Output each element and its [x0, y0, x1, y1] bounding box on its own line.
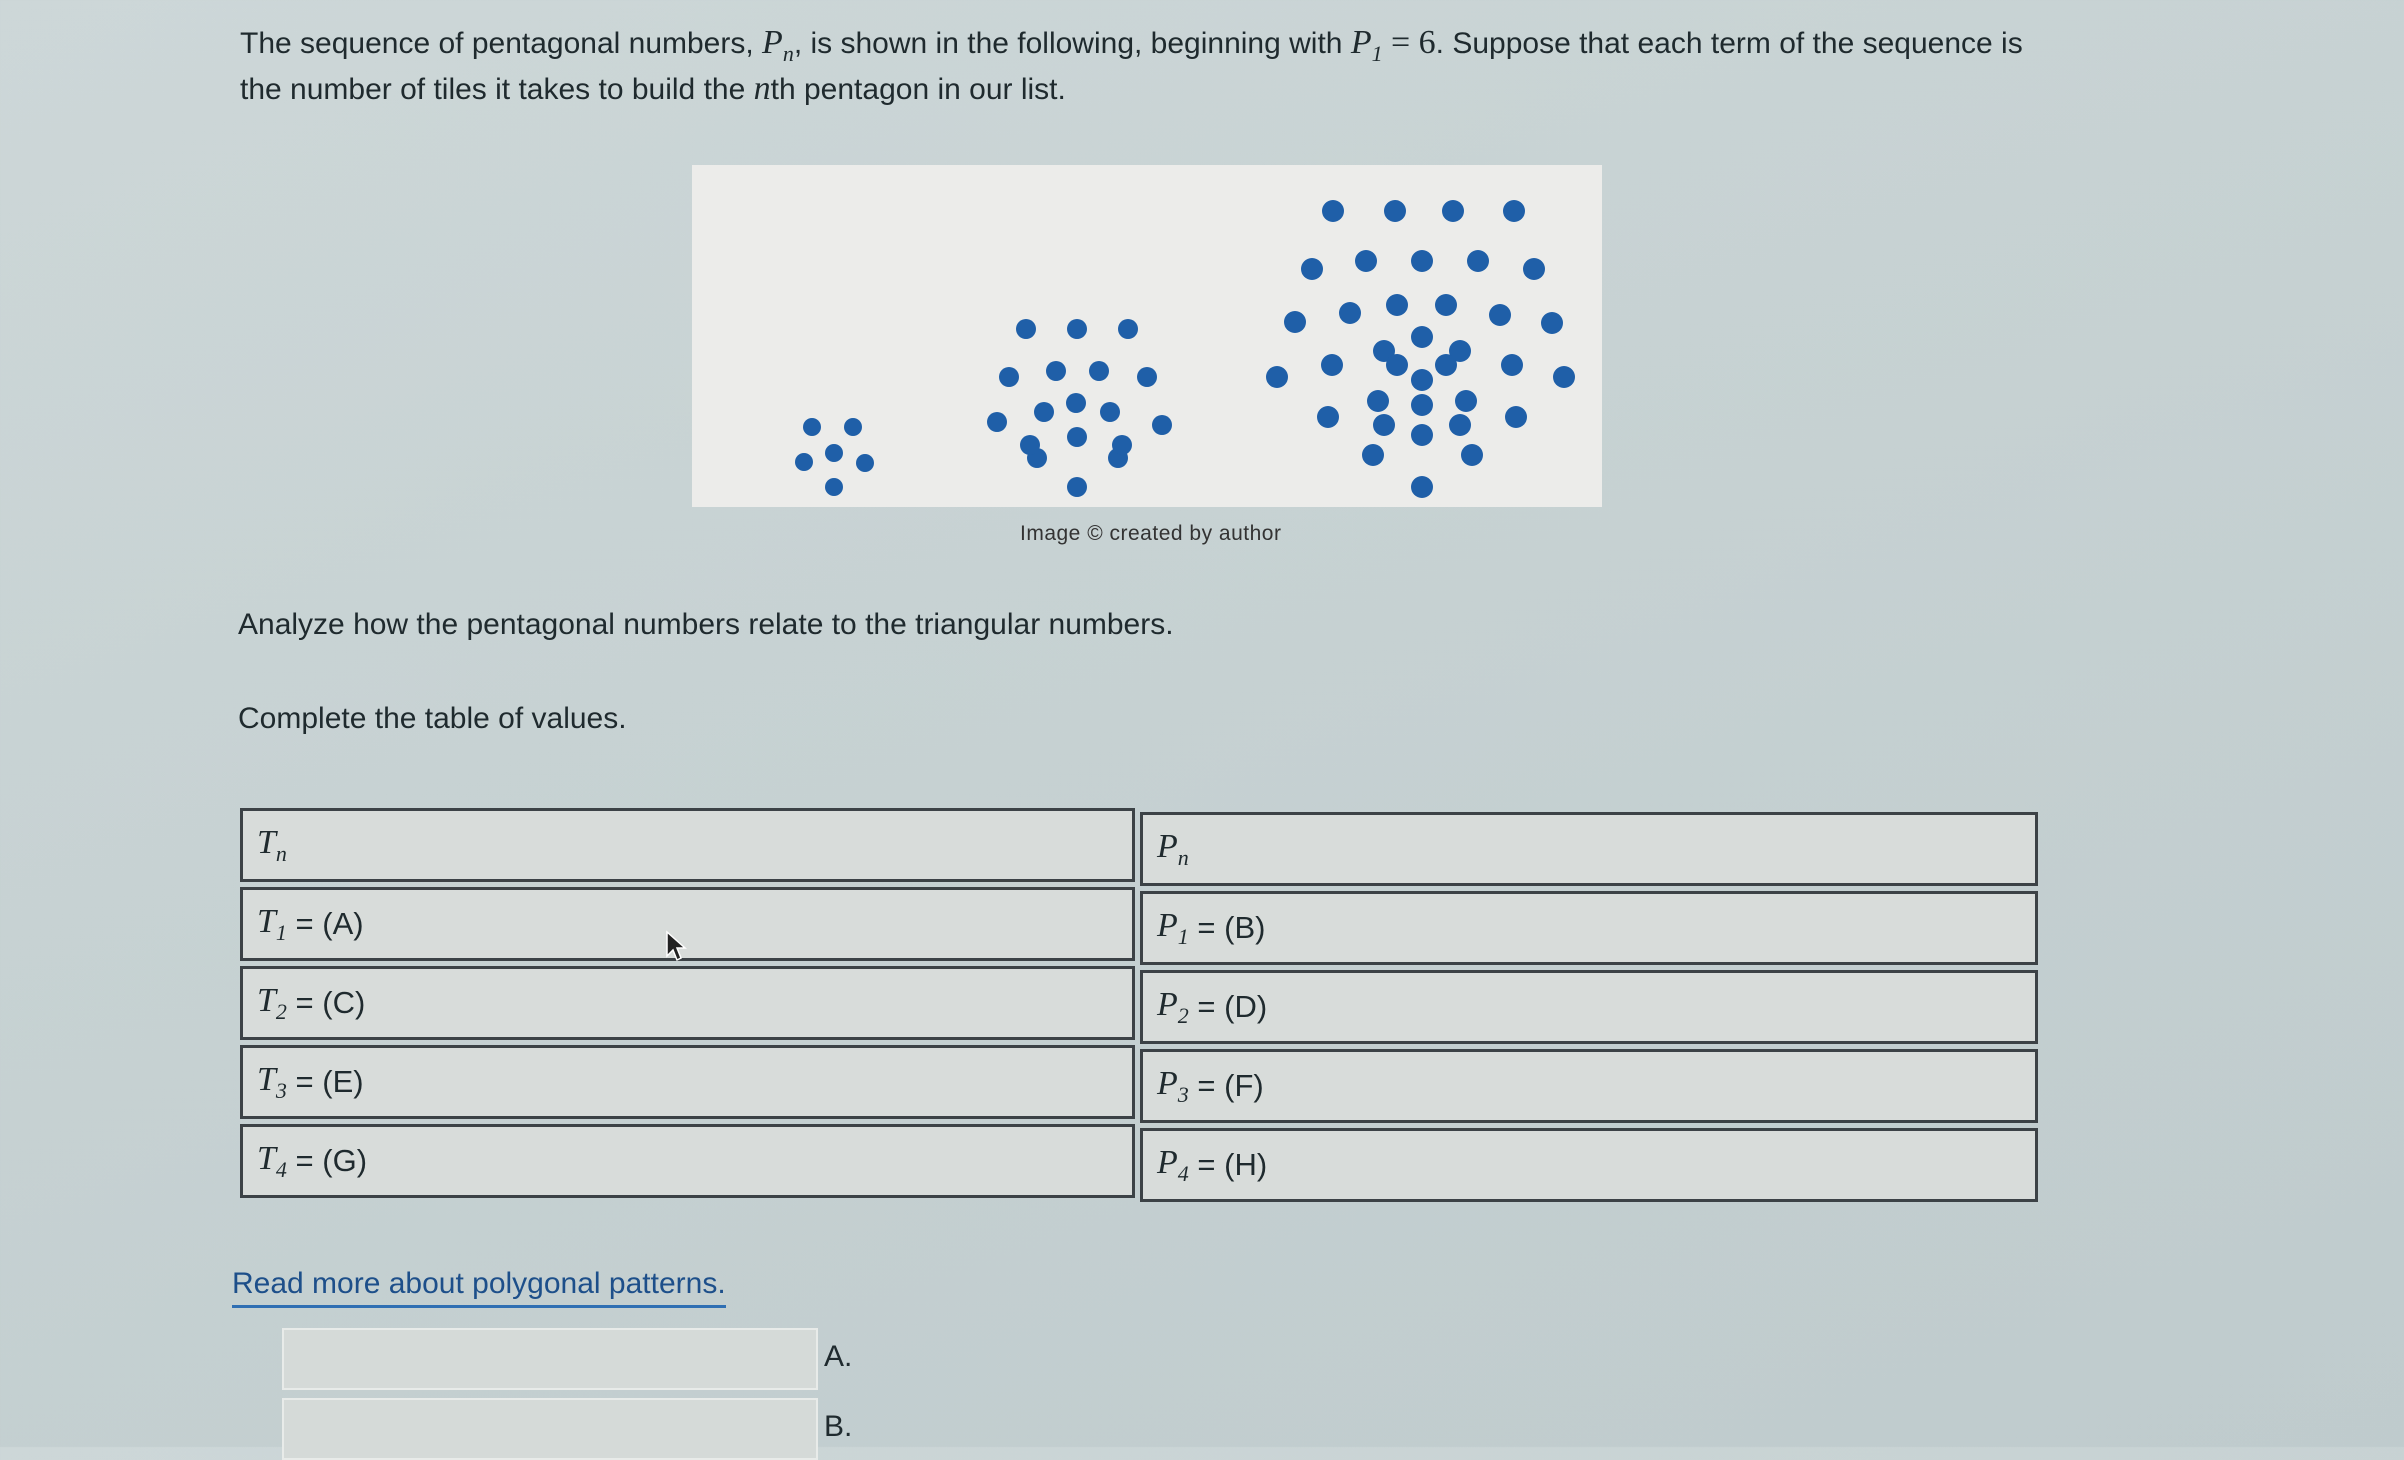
- p2-sub: 2: [1177, 1002, 1189, 1028]
- pentagon-3-dot: [1411, 250, 1433, 272]
- intro-text-4: the number of tiles it takes to build the: [240, 73, 746, 106]
- p1-value: = (B): [1197, 910, 1266, 945]
- p2-value: = (D): [1197, 989, 1268, 1024]
- t4-sub: 4: [275, 1156, 287, 1182]
- header-t-letter: T: [257, 823, 276, 861]
- symbol-n-sub: n: [782, 40, 794, 66]
- pentagon-3-dot: [1284, 311, 1306, 333]
- pentagon-3-dot: [1367, 390, 1389, 412]
- figure-caption: Image © created by author: [1020, 522, 1282, 545]
- pentagon-3-dot: [1503, 200, 1525, 222]
- polygonal-patterns-link[interactable]: Read more about polygonal patterns.: [232, 1267, 726, 1308]
- symbol-n: n: [753, 70, 771, 107]
- pentagon-2-dot: [1152, 415, 1172, 435]
- pentagon-2-dot: [1016, 319, 1036, 339]
- pentagon-3-dot: [1386, 294, 1408, 316]
- pentagon-2-dot: [1020, 435, 1040, 455]
- header-pn: [1140, 812, 2038, 886]
- pentagon-3-dot: [1461, 444, 1483, 466]
- t1-sub: 1: [275, 919, 287, 945]
- symbol-p1-letter: P: [1350, 24, 1372, 61]
- mouse-pointer-icon: [665, 930, 687, 962]
- t3-sub: 3: [275, 1077, 287, 1103]
- pentagon-3-dot: [1411, 394, 1433, 416]
- symbol-pn: [762, 24, 794, 66]
- t3-symbol: $T_3$: [257, 1060, 287, 1103]
- pentagon-1-dot: [825, 444, 843, 462]
- pentagon-2-dot: [1137, 367, 1157, 387]
- header-tn-symbol: [257, 824, 287, 867]
- pentagon-3-dot: [1489, 304, 1511, 326]
- pentagon-3-dot: [1386, 354, 1408, 376]
- pentagon-3-dot: [1553, 366, 1575, 388]
- header-p-letter: P: [1157, 827, 1178, 865]
- pentagon-3-dot: [1362, 444, 1384, 466]
- pentagon-3-dot: [1467, 250, 1489, 272]
- t3-value: = (E): [295, 1064, 364, 1099]
- pentagon-3-dot: [1266, 366, 1288, 388]
- answer-a-label: A.: [824, 1340, 853, 1373]
- t1-symbol: $T_1$: [257, 902, 287, 945]
- cell-t1: [240, 887, 1135, 961]
- pentagon-2-dot: [1100, 402, 1120, 422]
- p1-symbol: $P_1$: [1157, 906, 1189, 949]
- cell-t2: [240, 966, 1135, 1040]
- cell-t3: [240, 1045, 1135, 1119]
- pentagon-2-dot: [999, 367, 1019, 387]
- pentagon-dots-svg: [692, 165, 1602, 507]
- pentagon-3-dot: [1411, 369, 1433, 391]
- pentagon-3-dot: [1455, 390, 1477, 412]
- pentagon-figure: [692, 165, 1602, 507]
- answer-b-input[interactable]: [282, 1398, 818, 1460]
- cell-t4: [240, 1124, 1135, 1198]
- header-p-sub: n: [1177, 844, 1189, 870]
- intro-text-2: , is shown in the following, beginning with: [793, 27, 1343, 60]
- pentagon-1-dot: [844, 418, 862, 436]
- pentagon-2-dot: [1089, 361, 1109, 381]
- pentagon-3-dot: [1435, 354, 1457, 376]
- pentagon-3-dot: [1384, 200, 1406, 222]
- pentagon-3-dot: [1301, 258, 1323, 280]
- pentagon-1-dot: [795, 453, 813, 471]
- pentagon-3-dot: [1435, 294, 1457, 316]
- pentagon-dots: [795, 200, 1575, 498]
- intro-text-1: The sequence of pentagonal numbers,: [240, 27, 754, 60]
- eq-p1-value: = 6: [1390, 24, 1436, 61]
- t1-value: = (A): [295, 906, 364, 941]
- t4-value: = (G): [295, 1143, 368, 1178]
- p2-symbol: $P_2$: [1157, 985, 1189, 1028]
- pentagon-3-dot: [1541, 312, 1563, 334]
- p3-symbol: $P_3$: [1157, 1064, 1189, 1107]
- pentagon-3-dot: [1523, 258, 1545, 280]
- pentagon-2-dot: [1118, 319, 1138, 339]
- answer-a-input[interactable]: [282, 1328, 818, 1390]
- symbol-p-letter: P: [762, 24, 783, 61]
- pentagon-1-dot: [803, 418, 821, 436]
- pentagon-3-dot: [1505, 406, 1527, 428]
- pentagon-2-dot: [1067, 427, 1087, 447]
- pentagon-3-dot: [1411, 476, 1433, 498]
- p3-sub: 3: [1177, 1081, 1189, 1107]
- intro-text-3: . Suppose that each term of the sequence is: [1435, 27, 2023, 60]
- symbol-p1: [1350, 24, 1383, 66]
- cell-p1: [1140, 891, 2038, 965]
- intro-text-5: th pentagon in our list.: [770, 73, 1066, 106]
- pentagon-2-dot: [987, 412, 1007, 432]
- pentagon-1-dot: [856, 454, 874, 472]
- cell-p3: [1140, 1049, 2038, 1123]
- pentagon-2-dot: [1067, 477, 1087, 497]
- cell-p2: [1140, 970, 2038, 1044]
- t2-symbol: $T_2$: [257, 981, 287, 1024]
- pentagon-2-dot: [1066, 393, 1086, 413]
- pentagon-3-dot: [1501, 354, 1523, 376]
- pentagon-3-dot: [1373, 414, 1395, 436]
- header-t-sub: n: [275, 840, 287, 866]
- pentagon-2-dot: [1112, 435, 1132, 455]
- pentagon-3-dot: [1442, 200, 1464, 222]
- pentagon-1-dot: [825, 478, 843, 496]
- t2-value: = (C): [295, 985, 366, 1020]
- p1-sub: 1: [1177, 923, 1189, 949]
- pentagon-3-dot: [1339, 302, 1361, 324]
- pentagon-3-dot: [1449, 414, 1471, 436]
- pentagon-3-dot: [1322, 200, 1344, 222]
- p4-value: = (H): [1197, 1147, 1268, 1182]
- pentagon-2-dot: [1034, 402, 1054, 422]
- t2-sub: 2: [275, 998, 287, 1024]
- intro-line-2: [240, 66, 1066, 113]
- symbol-p1-sub: 1: [1371, 40, 1383, 66]
- analyze-prompt: Analyze how the pentagonal numbers relate to the triangular numbers.: [238, 608, 1174, 641]
- pentagon-3-dot: [1317, 406, 1339, 428]
- p3-value: = (F): [1197, 1068, 1264, 1103]
- header-pn-symbol: [1157, 828, 1189, 871]
- pentagon-2-dot: [1046, 361, 1066, 381]
- t4-symbol: $T_4$: [257, 1139, 287, 1182]
- pentagon-3-dot: [1355, 250, 1377, 272]
- pentagon-3-dot: [1411, 424, 1433, 446]
- pentagon-3-dot: [1411, 326, 1433, 348]
- answer-b-label: B.: [824, 1410, 853, 1443]
- pentagon-2-dot: [1067, 319, 1087, 339]
- pentagon-3-dot: [1321, 354, 1343, 376]
- complete-prompt: Complete the table of values.: [238, 702, 627, 735]
- cell-p4: [1140, 1128, 2038, 1202]
- p4-sub: 4: [1177, 1160, 1189, 1186]
- header-tn: [240, 808, 1135, 882]
- p4-symbol: $P_4$: [1157, 1143, 1189, 1186]
